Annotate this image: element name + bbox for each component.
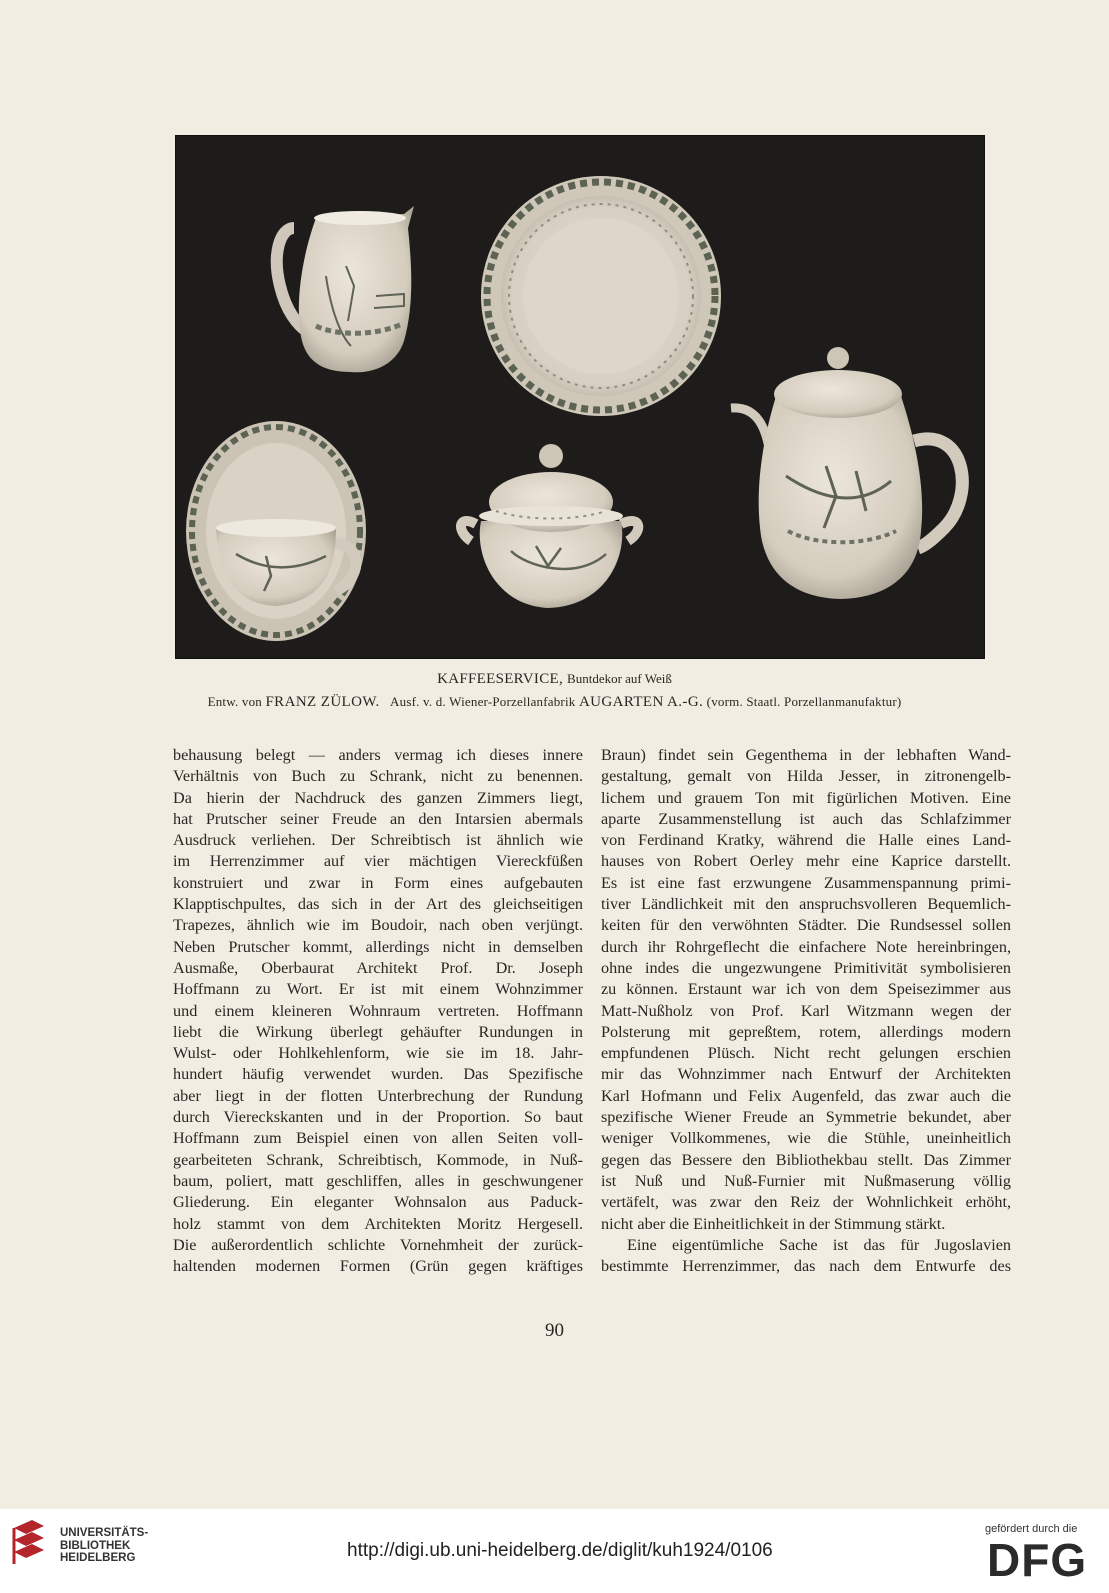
- plate: [481, 176, 721, 416]
- text-line: aber liegt in der flotten Unterbrechung der Rundung: [173, 1086, 583, 1105]
- text-line: hauses von Robert Oerley mehr eine Kaprice darstellt.: [601, 852, 1011, 871]
- university-library-name: [60, 1527, 148, 1565]
- text-line: Wulst- oder Hohlkehlenform, wie sie im 18. Jahr-: [173, 1044, 583, 1063]
- text-line: Neben Prutscher kommt, allerdings nicht in demselben: [173, 937, 583, 956]
- text-line: Die außerordentlich schlichte Vornehmheit der zurück-: [173, 1235, 583, 1254]
- porcelain-illustration: [176, 136, 984, 658]
- coffee-service-photo: [175, 135, 985, 659]
- text-line: behausung belegt — anders vermag ich dieses innere: [173, 746, 583, 764]
- text-line: baum, poliert, matt geschliffen, alles in geschwungener: [173, 1171, 583, 1190]
- text-line: Polsterung mit gepreßtem, rotem, allerdings modern: [601, 1022, 1011, 1041]
- university-library-logo-icon: [12, 1518, 46, 1566]
- figure-caption-credit: [0, 694, 1109, 711]
- text-line: spezifische Wiener Freude an Symmetrie bekundet, aber: [601, 1108, 1011, 1127]
- text-line: holz stammt von dem Architekten Moritz Hergesell.: [173, 1214, 583, 1233]
- library-line: UNIVERSITÄTS-: [60, 1527, 149, 1539]
- figure-caption-title: [0, 671, 1109, 688]
- text-line: mir das Wohnzimmer nach Entwurf der Architekten: [601, 1065, 1011, 1084]
- text-line: durch Viereckskanten und in der Proportion. So baut: [173, 1108, 583, 1127]
- credit-suffix: (vorm. Staatl. Porzellanmanufaktur): [706, 694, 902, 709]
- cup-and-saucer: [186, 421, 366, 641]
- designer-name: FRANZ ZÜLOW.: [265, 694, 380, 710]
- text-line: ohne indes die ungezwungene Primitivität symbolisieren: [601, 958, 1011, 977]
- text-line: lichem und grauem Ton mit figürlichen Motiven. Eine: [601, 788, 1011, 807]
- text-line: Matt-Nußholz von Prof. Karl Witzmann wegen der: [601, 1001, 1011, 1020]
- text-line: keiten für den verwöhnten Städter. Die Rundsessel sollen: [601, 916, 1011, 935]
- text-line: Es ist eine fast erzwungene Zusammenspannung primi-: [601, 873, 1011, 892]
- text-line: Ausmaße, Oberbaurat Architekt Prof. Dr. Joseph: [173, 958, 583, 977]
- text-line: weniger Vollkommenes, wie die Stühle, uneinheitlich: [601, 1129, 1011, 1148]
- text-line: gearbeiteten Schrank, Schreibtisch, Kommode, in Nuß-: [173, 1150, 583, 1169]
- text-column-left: [173, 745, 583, 1277]
- text-line: Hoffmann zum Beispiel einen von allen Seiten voll-: [173, 1129, 583, 1148]
- page-number: 90: [545, 1320, 564, 1341]
- text-line: tiver Ländlichkeit mit den anspruchsvolleren Bequemlich-: [601, 895, 1011, 914]
- text-line: haltenden modernen Formen (Grün gegen kräftiges: [173, 1257, 583, 1276]
- text-line: hundert häufig verwendet wurden. Das Spezifische: [173, 1065, 583, 1084]
- text-line: bestimmte Herrenzimmer, das nach dem Entwurfe des: [601, 1257, 1011, 1276]
- text-line: hat Prutscher seiner Freude an den Intarsien abermals: [173, 809, 583, 828]
- figure-subtitle: Buntdekor auf Weiß: [567, 671, 672, 686]
- text-line: Braun) findet sein Gegenthema in der lebhaften Wand-: [601, 746, 1011, 764]
- text-line: Da hierin der Nachdruck des ganzen Zimmers liegt,: [173, 788, 583, 807]
- text-line: ist Nuß und Nuß-Furnier mit Nußmaserung völlig: [601, 1171, 1011, 1190]
- text-line: und einem kleineren Wohnraum vertreten. Hoffmann: [173, 1001, 583, 1020]
- source-url-link[interactable]: http://digi.ub.uni-heidelberg.de/diglit/kuh1924/0106: [347, 1540, 773, 1561]
- text-line: Trapezes, ähnlich wie im Boudoir, nach oben verjüngt.: [173, 916, 583, 935]
- text-line: Verhältnis von Buch zu Schrank, nicht zu benennen.: [173, 767, 583, 786]
- text-line: Gliederung. Ein eleganter Wohnsalon aus Paduck-: [173, 1193, 583, 1212]
- credit-middle: Ausf. v. d. Wiener-Porzellanfabrik: [390, 694, 576, 709]
- funding-note: gefördert durch die: [985, 1523, 1078, 1535]
- credit-prefix: Entw. von: [207, 694, 262, 709]
- text-line: Klapptischpultes, das sich in der Art des gleichseitigen: [173, 895, 583, 914]
- text-line: Karl Hofmann und Felix Augenfeld, das zwar auch die: [601, 1086, 1011, 1105]
- text-line: empfundenen Plüsch. Nicht recht gelungen erschien: [601, 1044, 1011, 1063]
- library-line: HEIDELBERG: [60, 1552, 136, 1564]
- text-line: Eine eigentümliche Sache ist das für Jugoslavien: [627, 1235, 1011, 1254]
- text-line: zu können. Erstaunt war ich von dem Speisezimmer aus: [601, 980, 1011, 999]
- text-line: Ausdruck verliehen. Der Schreibtisch ist ähnlich wie: [173, 831, 583, 850]
- library-line: BIBLIOTHEK: [60, 1539, 131, 1552]
- text-line: Hoffmann zu Wort. Er ist mit einem Wohnzimmer: [173, 980, 583, 999]
- text-line: im Herrenzimmer auf vier mächtigen Viereckfüßen: [173, 852, 583, 871]
- text-column-right: [601, 745, 1011, 1277]
- text-line: aparte Zusammenstellung ist auch das Schlafzimmer: [601, 809, 1011, 828]
- figure-title: KAFFEESERVICE,: [437, 671, 564, 687]
- text-line: konstruiert und zwar in Form eines aufgebauten: [173, 873, 583, 892]
- dfg-logo: DFG: [987, 1534, 1088, 1586]
- text-line: gestaltung, gemalt von Hilda Jesser, in zitronengelb-: [601, 767, 1011, 786]
- text-line: durch ihr Rohrgeflecht die einfachere Note hereinbringen,: [601, 937, 1011, 956]
- text-line: nicht aber die Einheitlichkeit in der Stimmung stärkt.: [601, 1214, 946, 1233]
- manufacturer-name: AUGARTEN A.-G.: [578, 694, 704, 710]
- text-line: gegen das Bessere den Bibliothekbau stellt. Das Zimmer: [601, 1150, 1011, 1169]
- text-line: von Ferdinand Kratky, während die Halle eines Land-: [601, 831, 1011, 850]
- text-line: liebt die Wirkung überlegt gehäufter Rundungen in: [173, 1022, 583, 1041]
- text-line: vertäfelt, was zwar den Reiz der Wohnlichkeit erhöht,: [601, 1193, 1011, 1212]
